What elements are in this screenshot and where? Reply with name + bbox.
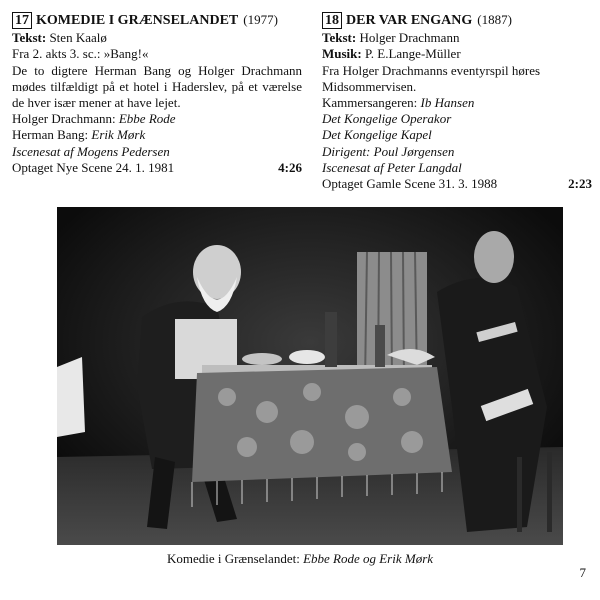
music-credit (322, 46, 592, 62)
track-year: (1977) (243, 12, 278, 27)
duration: 2:23 (568, 176, 592, 192)
singer-line (322, 95, 592, 111)
cast-line (12, 127, 302, 143)
scene-source: Fra 2. akts 3. sc.: »Bang!« (12, 46, 149, 62)
text-label: Tekst: (12, 30, 47, 46)
cast-role: Herman Bang: (12, 127, 89, 143)
text-credit (12, 30, 302, 46)
entry-header (12, 12, 302, 29)
singer-role: Kammersangeren: (322, 95, 418, 111)
music-label: Musik: (322, 46, 362, 62)
stage-photo (57, 207, 563, 545)
description: Fra Holger Drachmanns eventyrspil høres Midsommervisen. (322, 62, 541, 94)
track-title: KOMEDIE I GRÆNSELANDET (36, 13, 239, 28)
track-title: DER VAR ENGANG (346, 13, 473, 28)
singer-name: Ib Hansen (420, 95, 475, 111)
credit-line: Dirigent: Poul Jørgensen (322, 143, 455, 159)
recording-info: Optaget Gamle Scene 31. 3. 1988 (322, 176, 498, 192)
entry-17 (12, 12, 302, 176)
cast-role: Holger Drachmann: (12, 111, 116, 127)
entry-header (322, 12, 592, 29)
caption-prefix: Komedie i Grænselandet: (166, 551, 300, 566)
cast-name: Ebbe Rode (118, 111, 176, 127)
track-year: (1887) (477, 12, 512, 27)
cast-name: Erik Mørk (91, 127, 146, 143)
recording-info: Optaget Nye Scene 24. 1. 1981 (12, 159, 175, 175)
recording-line (322, 176, 592, 192)
cast-line (12, 111, 302, 127)
credit-line: Det Kongelige Kapel (322, 127, 432, 143)
text-credit (322, 30, 592, 46)
entry-18 (322, 12, 592, 192)
text-value: Sten Kaalø (49, 30, 107, 46)
recording-line (12, 160, 302, 176)
page-number: 7 (579, 565, 586, 580)
text-value: Holger Drachmann (359, 30, 460, 46)
description: De to digtere Herman Bang og Holger Drachmann mødes tilfældigt på et hotel i Haderslev, på et værelse de hver især mener at have lejet. (12, 62, 302, 111)
staging-credit: Iscenesat af Mogens Pedersen (12, 143, 170, 159)
music-value: P. E.Lange-Müller (364, 46, 461, 62)
credit-line: Det Kongelige Operakor (322, 111, 452, 127)
track-number: 18 (322, 12, 342, 29)
credit-line: Iscenesat af Peter Langdal (322, 159, 462, 175)
track-number: 17 (12, 12, 32, 29)
caption-names: Ebbe Rode og Erik Mørk (303, 551, 434, 566)
text-label: Tekst: (322, 30, 357, 46)
photo-caption (0, 551, 600, 567)
duration: 4:26 (278, 159, 302, 175)
